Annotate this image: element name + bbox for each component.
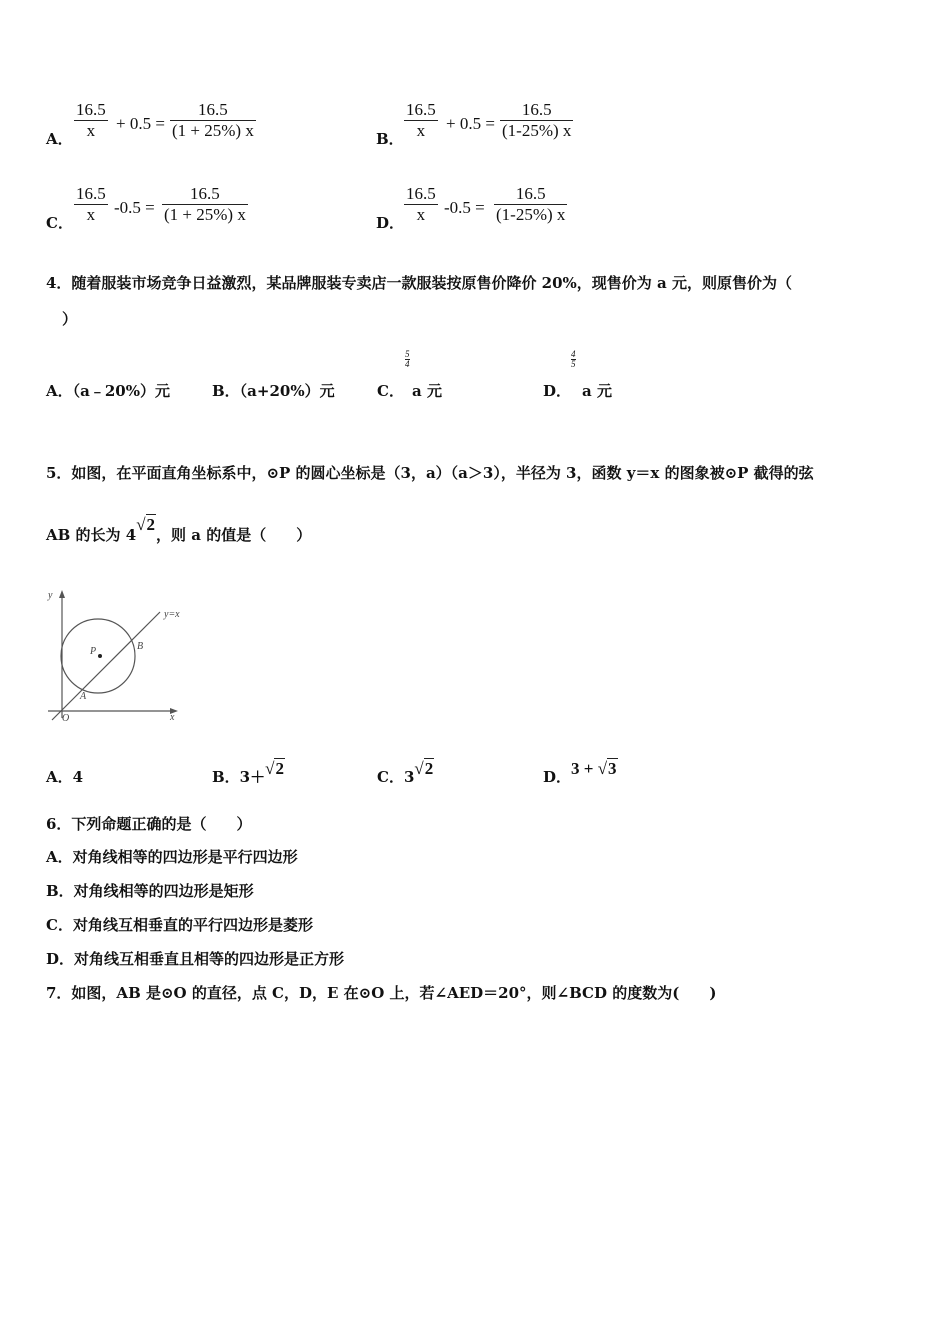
fraction: $\frac{16.5}{x}$ xyxy=(406,184,436,224)
q6-option-a: A．对角线相等的四边形是平行四边形 xyxy=(46,848,298,866)
q5-option-d: D．3 + √3 xyxy=(543,759,617,786)
small-fraction: 5 4 xyxy=(405,349,410,369)
option-label: D． xyxy=(543,382,572,400)
q6-stem: 6．下列命题正确的是（ ） xyxy=(46,815,252,833)
option-label: B． xyxy=(376,130,404,148)
q5-option-b: B．3＋√2 xyxy=(212,759,284,786)
operator: + 0.5 = xyxy=(116,114,165,133)
fraction: $\frac{16.5}{x}$ xyxy=(76,184,106,224)
fraction: $\frac{16.5}{(1-25\%) x}$ xyxy=(496,184,566,224)
q6-option-c: C．对角线互相垂直的平行四边形是菱形 xyxy=(46,916,313,934)
coordinate-circle-figure xyxy=(40,586,190,728)
sqrt-expression: √2 xyxy=(265,759,284,778)
center-point xyxy=(98,654,102,658)
q5-stem-line2: AB 的长为 4√2，则 a 的值是（ ） xyxy=(46,515,312,544)
q5-option-c: C．3√2 xyxy=(377,759,434,786)
q5-option-a: A．4 xyxy=(46,768,84,786)
line-label: y=x xyxy=(164,609,180,620)
option-label: C． xyxy=(46,214,73,232)
q7-stem: 7．如图，AB 是⊙O 的直径，点 C，D，E 在⊙O 上，若∠AED＝20°，则∠BCD 的度数为( ) xyxy=(46,984,717,1002)
q4-stem-line1: 4．随着服装市场竞争日益激烈，某品牌服装专卖店一款服装按原售价降价 20%，现售价为 a 元，则原售价为（ xyxy=(46,274,792,292)
sqrt-expression: √2 xyxy=(136,515,156,534)
option-label: D． xyxy=(376,214,405,232)
option-label: C． xyxy=(377,382,404,400)
option-label: A． xyxy=(46,130,73,148)
operator: + 0.5 = xyxy=(446,114,495,133)
y-axis-label: y xyxy=(48,590,53,601)
fraction: $\frac{16.5}{x}$ xyxy=(406,100,436,140)
operator: -0.5 = xyxy=(114,198,155,217)
sqrt-expression: √3 xyxy=(597,759,617,778)
q6-option-d: D．对角线互相垂直且相等的四边形是正方形 xyxy=(46,950,345,968)
q4-stem-line2: ） xyxy=(62,310,78,328)
x-axis-label: x xyxy=(170,712,175,723)
fraction: $\frac{16.5}{(1-25\%) x}$ xyxy=(502,100,572,140)
q6-option-b: B．对角线相等的四边形是矩形 xyxy=(46,882,254,900)
point-b-label: B xyxy=(137,641,144,652)
small-fraction: 4 5 xyxy=(571,349,576,369)
fraction: $\frac{16.5}{(1 + 25\%) x}$ xyxy=(164,184,246,224)
q4-option-a: A．（a﹣20%）元 xyxy=(46,382,170,400)
origin-label: O xyxy=(62,713,70,724)
fraction: $\frac{16.5}{x}$ xyxy=(76,100,106,140)
sqrt-expression: √2 xyxy=(414,759,434,778)
y-axis-arrow xyxy=(59,590,65,598)
option-tail: a 元 xyxy=(412,382,442,400)
line-y-equals-x xyxy=(52,612,160,720)
center-label: P xyxy=(90,646,97,657)
option-tail: a 元 xyxy=(582,382,612,400)
point-a-label: A xyxy=(80,691,87,702)
q5-stem-line1: 5．如图，在平面直角坐标系中，⊙P 的圆心坐标是（3，a）（a＞3），半径为 3，函数 y＝x 的图象被⊙P 截得的弦 xyxy=(46,464,814,482)
fraction: $\frac{16.5}{(1 + 25\%) x}$ xyxy=(172,100,254,140)
operator: -0.5 = xyxy=(444,198,485,217)
q4-option-b: B．（a+20%）元 xyxy=(212,382,335,400)
